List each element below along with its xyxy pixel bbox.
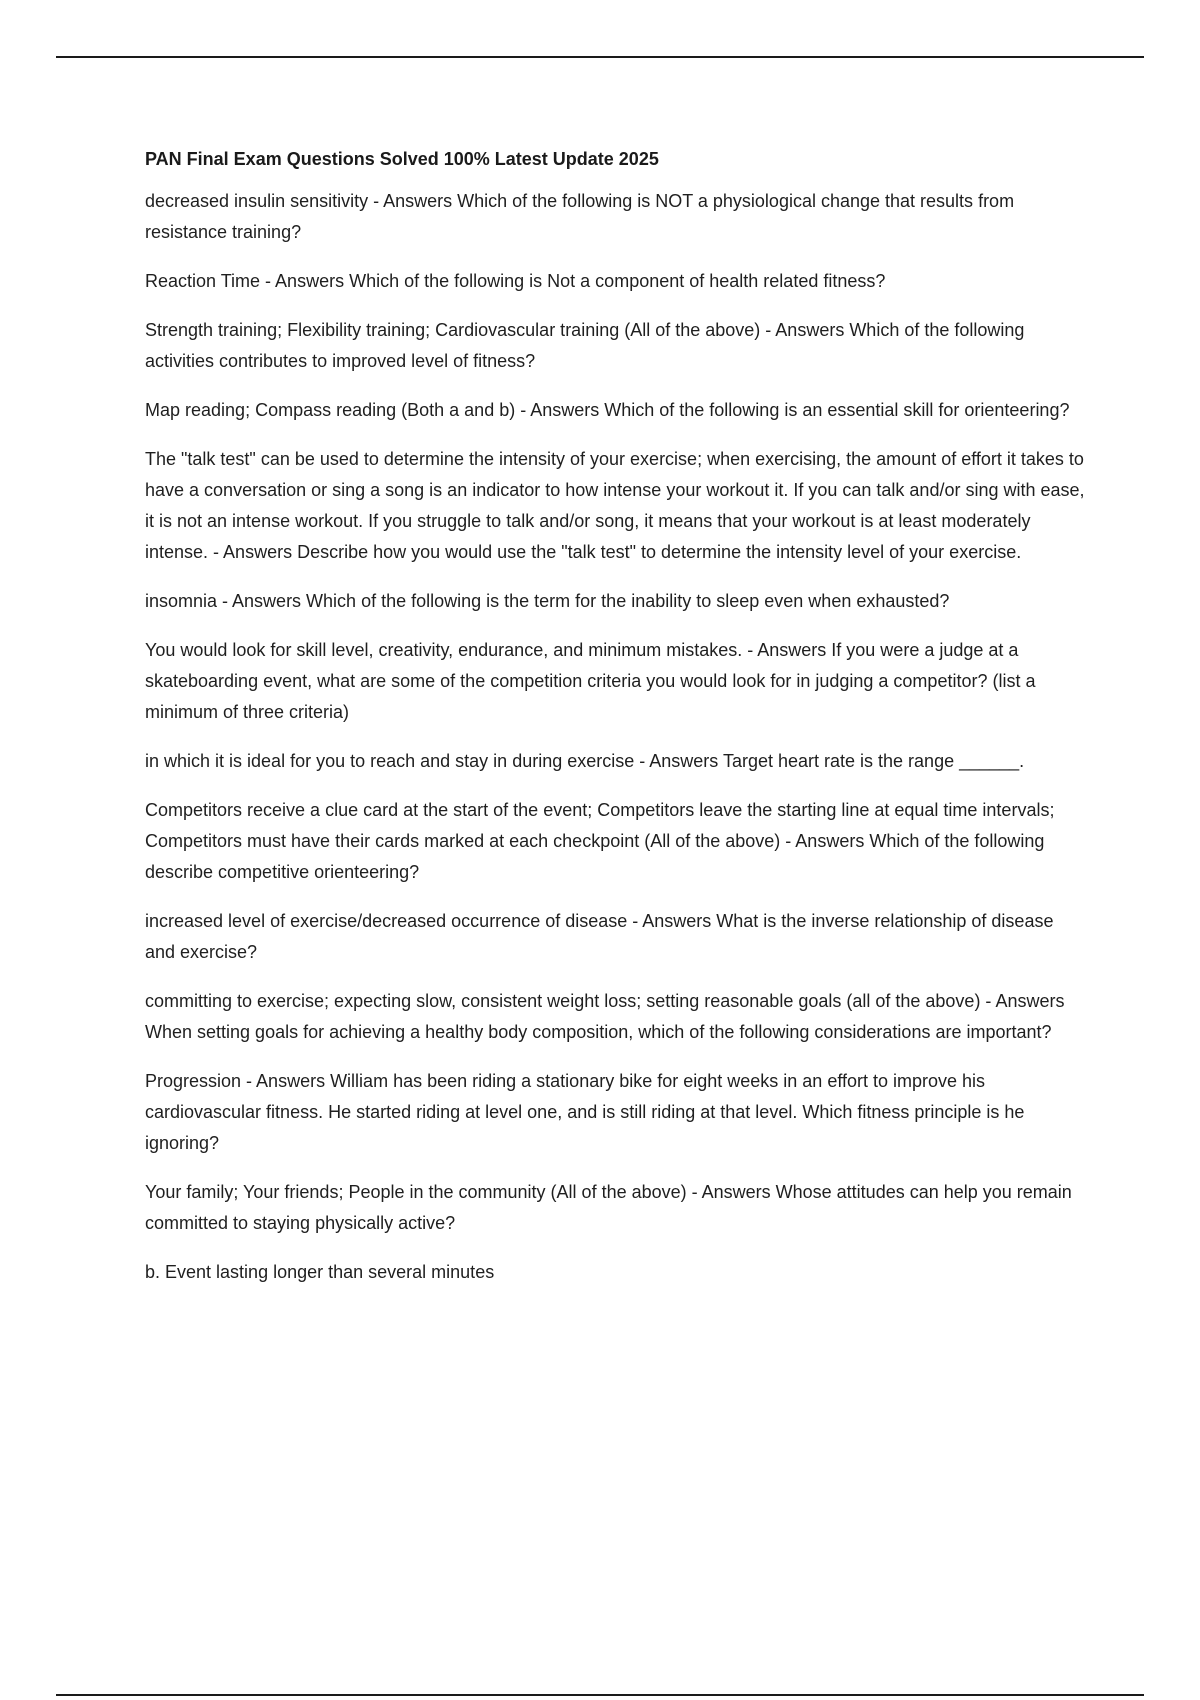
footer-rule bbox=[56, 1694, 1144, 1696]
qa-entry-12: Progression - Answers William has been riding a stationary bike for eight weeks in an effort to improve his cardiovascular fitness. He started riding at level one, and is still riding at that level. Which fitness principle is he ignoring? bbox=[145, 1071, 1025, 1153]
qa-entry-4: Map reading; Compass reading (Both a and b) - Answers Which of the following is an essential skill for orienteering? bbox=[145, 400, 1070, 420]
qa-entry-13: Your family; Your friends; People in the community (All of the above) - Answers Whose attitudes can help you remain committed to staying physically active? bbox=[145, 1182, 1072, 1233]
qa-entry-10: increased level of exercise/decreased occurrence of disease - Answers What is the inverse relationship of disease and exercise? bbox=[145, 911, 1054, 962]
qa-entry-11: committing to exercise; expecting slow, consistent weight loss; setting reasonable goals (all of the above) - Answers When setting goals for achieving a healthy body composition, which of the following considerations are important? bbox=[145, 991, 1065, 1042]
qa-entry-8: in which it is ideal for you to reach and stay in during exercise - Answers Target heart rate is the range ______. bbox=[145, 751, 1025, 771]
qa-entry-14: b. Event lasting longer than several minutes bbox=[145, 1262, 495, 1282]
qa-entry-9: Competitors receive a clue card at the start of the event; Competitors leave the starting line at equal time intervals; Competitors must have their cards marked at each checkpoint (All of the above) - Answers Which of the following describe competitive orienteering? bbox=[145, 800, 1055, 882]
qa-entry-2: Reaction Time - Answers Which of the following is Not a component of health related fitness? bbox=[145, 271, 886, 291]
document-body bbox=[145, 146, 1085, 1306]
qa-entry-7: You would look for skill level, creativity, endurance, and minimum mistakes. - Answers If you were a judge at a skateboarding event, what are some of the competition criteria you would look for in judging a competitor? (list a minimum of three criteria) bbox=[145, 640, 1036, 722]
qa-entry-5: The "talk test" can be used to determine the intensity of your exercise; when exercising, the amount of effort it takes to have a conversation or sing a song is an indicator to how intense your workout it. If you can talk and/or sing with ease, it is not an intense workout. If you struggle to talk and/or song, it means that your workout is at least moderately intense. - Answers Describe how you would use the "talk test" to determine the intensity level of your exercise. bbox=[145, 449, 1085, 562]
qa-entry-6: insomnia - Answers Which of the following is the term for the inability to sleep even when exhausted? bbox=[145, 591, 950, 611]
document-title: PAN Final Exam Questions Solved 100% Latest Update 2025 bbox=[145, 149, 659, 169]
qa-entry-3: Strength training; Flexibility training; Cardiovascular training (All of the above) - Answers Which of the following activities contributes to improved level of fitness? bbox=[145, 320, 1025, 371]
header-rule bbox=[56, 56, 1144, 58]
qa-entry-1: decreased insulin sensitivity - Answers Which of the following is NOT a physiological change that results from resistance training? bbox=[145, 191, 1015, 242]
